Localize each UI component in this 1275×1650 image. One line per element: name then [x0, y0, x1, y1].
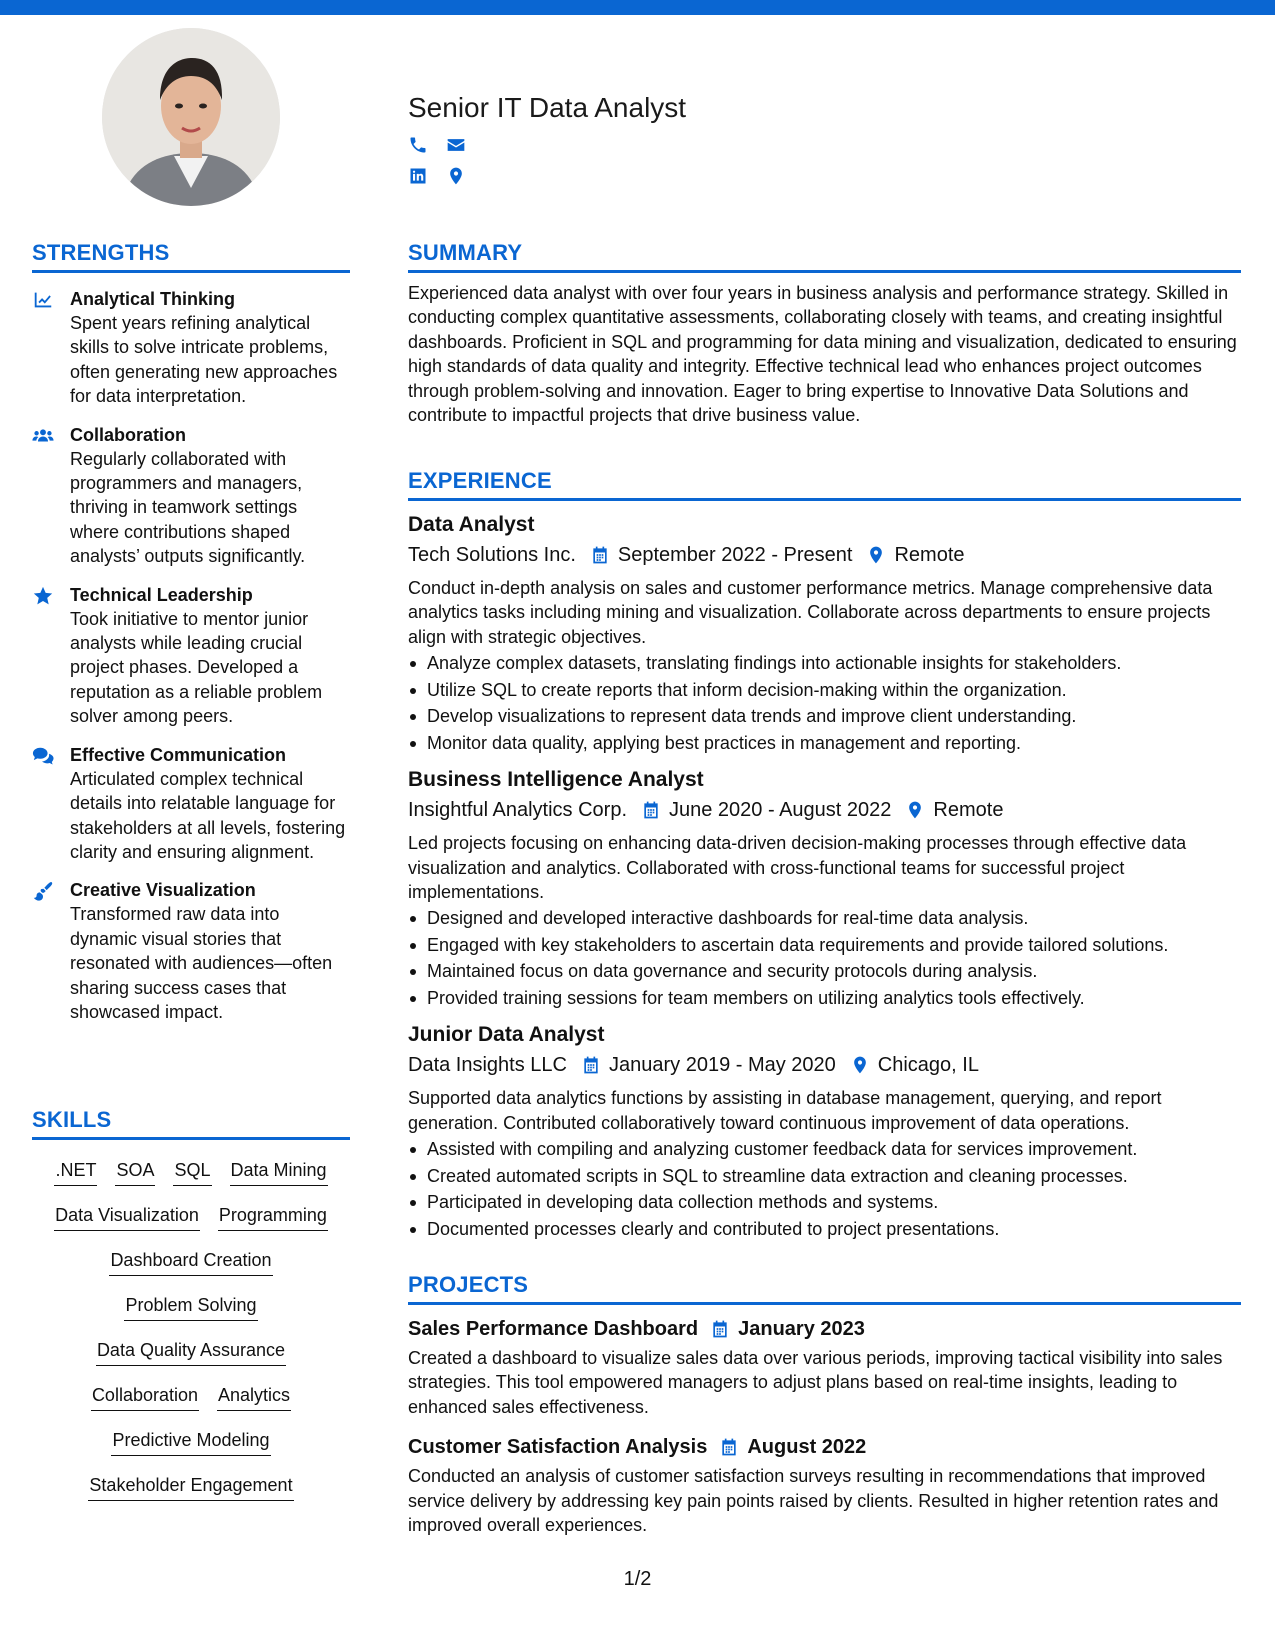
strength-desc: Took initiative to mentor junior analysts while leading crucial project phases. Developed a reputation as a reliable problem solver among peers. — [70, 608, 323, 727]
list-item: Designed and developed interactive dashboards for real-time data analysis. — [408, 905, 1241, 932]
job-title: Data Analyst — [408, 513, 535, 536]
strength-desc: Articulated complex technical details into relatable language for stakeholders at all levels, fostering clarity and ensuring alignment. — [70, 768, 346, 862]
job-title: Business Intelligence Analyst — [408, 768, 704, 792]
strength-title: Analytical Thinking — [70, 289, 236, 309]
summary-section — [408, 240, 1241, 427]
calendar-icon — [710, 1319, 730, 1339]
list-item: Provided training sessions for team members on utilizing analytics tools effectively. — [408, 985, 1241, 1012]
calendar-icon — [641, 800, 661, 820]
strength-title: Effective Communication — [70, 744, 287, 765]
job-entry — [408, 766, 1241, 1011]
job-entry — [408, 511, 1241, 756]
company-name: Insightful Analytics Corp. — [408, 799, 627, 822]
skill-tag: SQL — [173, 1158, 211, 1186]
strength-item — [32, 287, 350, 409]
job-description: Led projects focusing on enhancing data-driven decision-making processes through effective data visualization and analytics. Collaborated with cross-functional teams for successful project implementations. — [408, 833, 1187, 903]
location-pin-icon — [905, 800, 925, 820]
project-entry — [408, 1315, 1241, 1419]
users-icon — [32, 423, 70, 569]
strength-title: Creative Visualization — [70, 880, 256, 901]
job-meta — [408, 797, 1241, 823]
skill-tag: Problem Solving — [124, 1293, 257, 1321]
job-meta — [408, 1052, 1241, 1078]
skill-tag: Data Quality Assurance — [96, 1338, 286, 1366]
top-accent-bar — [0, 0, 1275, 15]
list-item: Participated in developing data collection methods and systems. — [408, 1189, 1241, 1216]
comments-icon — [32, 743, 70, 865]
list-item: Documented processes clearly and contributed to project presentations. — [408, 1216, 1241, 1243]
strength-item — [32, 878, 350, 1024]
calendar-icon — [719, 1437, 739, 1457]
company-name: Tech Solutions Inc. — [408, 544, 576, 566]
list-item: Develop visualizations to represent data trends and improve client understanding. — [408, 703, 1241, 730]
list-item: Monitor data quality, applying best practices in management and reporting. — [408, 730, 1241, 757]
location-pin-icon — [850, 1055, 870, 1075]
location-pin-icon[interactable] — [446, 166, 466, 191]
experience-heading: EXPERIENCE — [408, 468, 1241, 501]
strengths-heading: STRENGTHS — [32, 240, 350, 273]
project-date: January 2023 — [738, 1318, 865, 1340]
list-item: Assisted with compiling and analyzing customer feedback data for services improvement. — [408, 1136, 1241, 1163]
job-meta — [408, 542, 1241, 568]
page-number: 1/2 — [623, 1568, 652, 1590]
job-entry — [408, 1021, 1241, 1242]
project-title: Sales Performance Dashboard — [408, 1318, 699, 1340]
strength-title: Technical Leadership — [70, 584, 253, 605]
job-bullets — [408, 650, 1241, 756]
projects-section — [408, 1272, 1241, 1537]
skill-tag: Stakeholder Engagement — [88, 1473, 293, 1501]
skill-tag: Predictive Modeling — [111, 1428, 270, 1456]
projects-heading: PROJECTS — [408, 1272, 1241, 1305]
job-dates: January 2019 - May 2020 — [608, 1054, 836, 1077]
project-description: Created a dashboard to visualize sales data over various periods, improving tactical visibility into sales strategies. This tool empowered managers to adjust plans based on real-time insights, leading to enhanced sales effectiveness. — [408, 1348, 1223, 1417]
list-item: Utilize SQL to create reports that inform decision-making within the organization. — [408, 677, 1241, 704]
job-location: Chicago, IL — [877, 1054, 979, 1077]
job-title: Junior Data Analyst — [408, 1023, 605, 1047]
strength-item — [32, 743, 350, 865]
skills-heading: SKILLS — [32, 1107, 350, 1140]
strengths-section — [32, 240, 350, 1024]
project-header — [408, 1433, 1241, 1461]
skills-list — [32, 1158, 350, 1518]
job-description: Supported data analytics functions by assisting in database management, querying, and report generation. Contributed collaboratively toward continuous improvement of data operations. — [408, 1088, 1162, 1133]
summary-text: Experienced data analyst with over four years in business analysis and performance strategy. Skilled in conducting complex quantitative assessments, collaborating closely with teams, and creating insightful dashboards. Proficient in SQL and programming for data mining and visualization, dedicated to ensuring high standards of data quality and integrity. Effective technical lead who enhances project outcomes through problem-solving and innovation. Eager to bring expertise to Innovative Data Solutions and contribute to impactful projects that drive business value. — [408, 283, 1237, 426]
project-header — [408, 1315, 1241, 1343]
contact-row — [408, 135, 466, 160]
strength-item — [32, 583, 350, 729]
star-icon — [32, 583, 70, 729]
list-item: Maintained focus on data governance and security protocols during analysis. — [408, 958, 1241, 985]
skill-tag: SOA — [115, 1158, 155, 1186]
strength-desc: Transformed raw data into dynamic visual stories that resonated with audiences—often sharing success cases that showcased impact. — [70, 904, 333, 1022]
project-description: Conducted an analysis of customer satisfaction surveys resulting in recommendations that improved service delivery by addressing key pain points raised by clients. Resulted in higher retention rates and improved overall experiences. — [408, 1466, 1219, 1536]
job-bullets — [408, 1136, 1241, 1242]
linkedin-icon[interactable] — [408, 166, 428, 191]
skill-tag: Data Mining — [230, 1158, 328, 1186]
list-item: Engaged with key stakeholders to ascertain data requirements and provide tailored solutions. — [408, 932, 1241, 959]
experience-section — [408, 468, 1241, 1242]
job-bullets — [408, 905, 1241, 1011]
phone-icon[interactable] — [408, 135, 428, 160]
job-dates: June 2020 - August 2022 — [669, 799, 892, 822]
skills-section — [32, 1107, 350, 1518]
skill-tag: Data Visualization — [54, 1203, 200, 1231]
strength-item — [32, 423, 350, 569]
job-location: Remote — [894, 544, 965, 566]
location-pin-icon — [866, 545, 886, 565]
project-date: August 2022 — [747, 1436, 867, 1459]
skill-tag: Analytics — [217, 1383, 291, 1411]
strength-desc: Spent years refining analytical skills to solve intricate problems, often generating new approaches for data interpretation. — [70, 313, 338, 407]
page-title: Senior IT Data Analyst — [408, 92, 687, 123]
skill-tag: Collaboration — [91, 1383, 199, 1411]
strength-desc: Regularly collaborated with programmers and managers, thriving in teamwork settings where contributions shaped analysts’ outputs significantly. — [70, 448, 306, 567]
chart-line-icon — [32, 287, 70, 409]
job-location: Remote — [933, 799, 1004, 822]
project-title: Customer Satisfaction Analysis — [408, 1436, 708, 1459]
job-description: Conduct in-depth analysis on sales and customer performance metrics. Manage comprehensive data analytics tasks including mining and visualization. Collaborate across departments to ensure projects align with strategic objectives. — [408, 578, 1213, 647]
skill-tag: Programming — [218, 1203, 328, 1231]
skill-tag: .NET — [54, 1158, 97, 1186]
job-dates: September 2022 - Present — [617, 544, 853, 566]
paint-brush-icon — [32, 878, 70, 1024]
skill-tag: Dashboard Creation — [109, 1248, 272, 1276]
calendar-icon — [590, 545, 610, 565]
envelope-icon[interactable] — [446, 135, 466, 160]
list-item: Created automated scripts in SQL to streamline data extraction and cleaning processes. — [408, 1163, 1241, 1190]
calendar-icon — [581, 1055, 601, 1075]
company-name: Data Insights LLC — [408, 1054, 567, 1077]
project-entry — [408, 1433, 1241, 1537]
contact-row — [408, 166, 466, 191]
strength-title: Collaboration — [70, 424, 186, 445]
list-item: Analyze complex datasets, translating findings into actionable insights for stakeholders. — [408, 650, 1241, 677]
profile-photo — [102, 28, 280, 206]
summary-heading: SUMMARY — [408, 240, 1241, 273]
